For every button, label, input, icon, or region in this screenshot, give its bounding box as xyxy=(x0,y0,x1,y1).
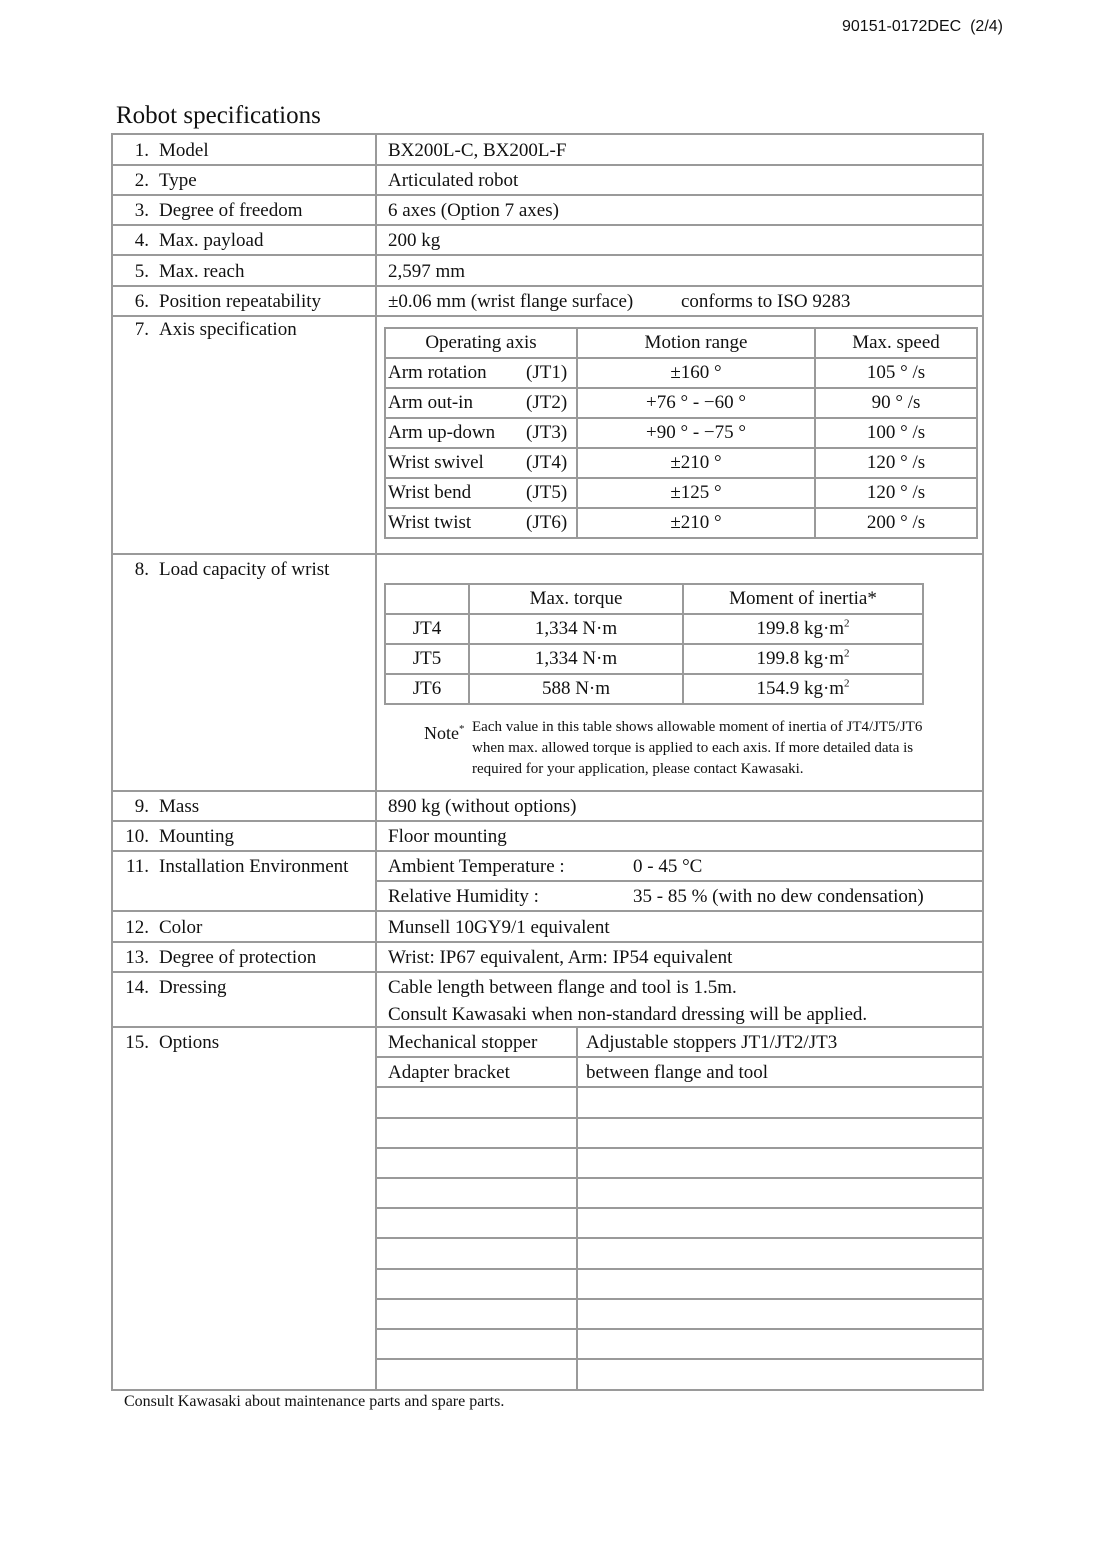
axis-code: (JT4) xyxy=(526,452,568,473)
spec-value-type: Articulated robot xyxy=(388,170,519,191)
wrist-inertia: 154.9 $kg\cdot m^2$ xyxy=(683,674,923,704)
axis-row xyxy=(385,478,977,508)
row-line xyxy=(113,790,982,792)
spec-value-repeatability: ±0.06 mm (wrist flange surface) xyxy=(388,291,634,312)
spec-label-axis: 7. Axis specification xyxy=(134,319,297,340)
wrist-row xyxy=(385,614,923,644)
spec-label-options: 15. Options xyxy=(125,1032,220,1053)
axis-range: ±210 ° xyxy=(577,448,815,478)
spec-label-reach: 5. Max. reach xyxy=(134,261,245,282)
options-row-line xyxy=(376,1328,982,1330)
options-row-line xyxy=(376,1117,982,1119)
row-line xyxy=(113,315,982,317)
axis-row xyxy=(385,388,977,418)
wrist-axis: JT5 xyxy=(385,644,469,674)
spec-label-environment: 11. Installation Environment xyxy=(125,856,349,877)
options-row-line xyxy=(376,1298,982,1300)
wrist-torque: 1,334 N·m xyxy=(469,614,683,644)
column-divider xyxy=(375,135,377,1389)
axis-name: Wrist bend xyxy=(388,482,472,503)
row-line xyxy=(113,850,982,852)
row-line xyxy=(113,553,982,555)
spec-label-wrist-load: 8. Load capacity of wrist xyxy=(134,559,330,580)
spec-label-payload: 4. Max. payload xyxy=(134,230,264,251)
note-label: Note* xyxy=(424,723,465,743)
spec-value-protection: Wrist: IP67 equivalent, Arm: IP54 equivalent xyxy=(388,947,733,968)
axis-speed: 120 ° /s xyxy=(815,478,977,508)
axis-speed: 90 ° /s xyxy=(815,388,977,418)
row-line xyxy=(113,971,982,973)
wrist-header-blank xyxy=(385,584,469,614)
axis-code: (JT2) xyxy=(526,392,568,413)
options-row-line xyxy=(376,1207,982,1209)
axis-code: (JT3) xyxy=(526,422,568,443)
humidity-label: Relative Humidity : xyxy=(388,886,539,907)
axis-speed: 105 ° /s xyxy=(815,358,977,388)
wrist-torque: 1,334 N·m xyxy=(469,644,683,674)
wrist-row xyxy=(385,674,923,704)
axis-row xyxy=(385,448,977,478)
page-title: Robot specifications xyxy=(116,102,321,129)
axis-name: Arm up-down xyxy=(388,422,496,443)
spec-label-mass: 9. Mass xyxy=(134,796,200,817)
option-name: Adapter bracket xyxy=(388,1062,510,1083)
spec-value-color: Munsell 10GY9/1 equivalent xyxy=(388,917,610,938)
axis-code: (JT5) xyxy=(526,482,568,503)
row-line xyxy=(376,880,982,882)
spec-label-protection: 13. Degree of protection xyxy=(125,947,317,968)
row-line xyxy=(113,910,982,912)
options-row-line xyxy=(376,1268,982,1270)
spec-label-mounting: 10. Mounting xyxy=(125,826,234,847)
axis-range: ±160 ° xyxy=(577,358,815,388)
axis-range: ±125 ° xyxy=(577,478,815,508)
spec-label-repeatability: 6. Position repeatability xyxy=(134,291,322,312)
axis-header-range: Motion range xyxy=(577,328,815,358)
note-line: when max. allowed torque is applied to each axis. If more detailed data is xyxy=(472,740,914,756)
wrist-table xyxy=(384,583,924,705)
row-line xyxy=(113,285,982,287)
axis-speed: 120 ° /s xyxy=(815,448,977,478)
axis-table xyxy=(384,327,978,539)
options-row-line xyxy=(376,1086,982,1088)
spec-table xyxy=(111,133,984,1391)
axis-speed: 200 ° /s xyxy=(815,508,977,538)
footer-note: Consult Kawasaki about maintenance parts and spare parts. xyxy=(124,1393,505,1410)
spec-value-reach: 2,597 mm xyxy=(388,261,466,282)
note-line: required for your application, please contact Kawasaki. xyxy=(472,761,804,777)
axis-name: Wrist twist xyxy=(388,512,472,533)
spec-label-color: 12. Color xyxy=(125,917,203,938)
options-row-line xyxy=(376,1056,982,1058)
spec-value-mounting: Floor mounting xyxy=(388,826,507,847)
wrist-axis: JT6 xyxy=(385,674,469,704)
option-desc: Adjustable stoppers JT1/JT2/JT3 xyxy=(586,1032,838,1053)
spec-label-type: 2. Type xyxy=(134,170,197,191)
axis-name: Wrist swivel xyxy=(388,452,484,473)
axis-header-speed: Max. speed xyxy=(815,328,977,358)
axis-row xyxy=(385,508,977,538)
row-line xyxy=(113,164,982,166)
axis-row xyxy=(385,358,977,388)
note-line: Each value in this table shows allowable moment of inertia of JT4/JT5/JT6 xyxy=(472,719,923,735)
humidity-value: 35 - 85 % (with no dew condensation) xyxy=(633,886,924,907)
wrist-row xyxy=(385,644,923,674)
axis-range: +90 ° - −75 ° xyxy=(577,418,815,448)
dressing-line-1: Cable length between flange and tool is 1.5m. xyxy=(388,977,737,998)
axis-row xyxy=(385,418,977,448)
spec-value-iso: conforms to ISO 9283 xyxy=(681,291,851,312)
options-row-line xyxy=(376,1358,982,1360)
axis-range: +76 ° - −60 ° xyxy=(577,388,815,418)
spec-value-dof: 6 axes (Option 7 axes) xyxy=(388,200,559,221)
spec-value-model: BX200L-C, BX200L-F xyxy=(388,140,567,161)
dressing-line-2: Consult Kawasaki when non-standard dressing will be applied. xyxy=(388,1004,868,1025)
row-line xyxy=(113,194,982,196)
wrist-header-torque: Max. torque xyxy=(469,584,683,614)
option-name: Mechanical stopper xyxy=(388,1032,538,1053)
spec-label-dressing: 14. Dressing xyxy=(125,977,227,998)
spec-value-mass: 890 kg (without options) xyxy=(388,796,577,817)
row-line xyxy=(113,254,982,256)
options-row-line xyxy=(376,1177,982,1179)
axis-header-operating: Operating axis xyxy=(385,328,577,358)
wrist-axis: JT4 xyxy=(385,614,469,644)
row-line xyxy=(113,224,982,226)
axis-code: (JT6) xyxy=(526,512,568,533)
axis-speed: 100 ° /s xyxy=(815,418,977,448)
temp-value: 0 - 45 °C xyxy=(633,856,703,877)
row-line xyxy=(113,941,982,943)
wrist-inertia: 199.8 $kg\cdot m^2$ xyxy=(683,644,923,674)
axis-code: (JT1) xyxy=(526,362,568,383)
row-line xyxy=(113,820,982,822)
option-desc: between flange and tool xyxy=(586,1062,769,1083)
axis-range: ±210 ° xyxy=(577,508,815,538)
options-row-line xyxy=(376,1147,982,1149)
options-row-line xyxy=(376,1237,982,1239)
wrist-header-inertia: Moment of inertia* xyxy=(683,584,923,614)
document-number: 90151-0172DEC (2/4) xyxy=(842,18,1003,35)
axis-name: Arm rotation xyxy=(388,362,487,383)
spec-label-dof: 3. Degree of freedom xyxy=(134,200,303,221)
spec-value-payload: 200 kg xyxy=(388,230,441,251)
axis-name: Arm out-in xyxy=(388,392,473,413)
spec-label-model: 1. Model xyxy=(134,140,209,161)
temp-label: Ambient Temperature : xyxy=(388,856,565,877)
wrist-note xyxy=(472,717,922,780)
wrist-inertia: 199.8 $kg\cdot m^2$ xyxy=(683,614,923,644)
wrist-torque: 588 N·m xyxy=(469,674,683,704)
